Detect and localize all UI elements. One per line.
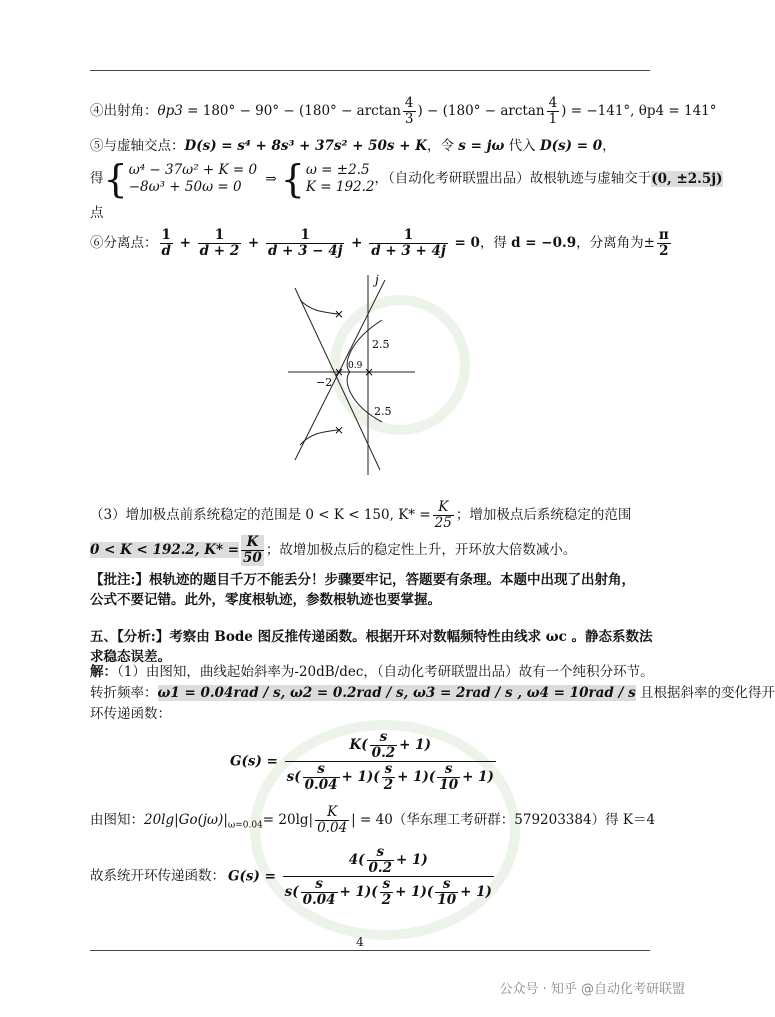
label-lower-2-5: 2.5 xyxy=(374,405,392,418)
transfer-function-general: G(s) = K( $\frac{s}{0.2}$ + 1) s( $\frac{s}{0.04}$ + 1)( $\frac{s}{2}$ + 1)( $\frac{s}{10}$ + 1) xyxy=(230,729,494,793)
footer-rule xyxy=(90,950,650,951)
annotation-line-2: 公式不要记错。此外，零度根轨迹，参数根轨迹也要掌握。 xyxy=(90,592,441,608)
header-rule xyxy=(90,70,650,71)
root-locus-plot xyxy=(280,270,420,480)
corner-frequency-line: 转折频率：ω1 = 0.04rad / s, ω2 = 0.2rad / s, ω3 = 2rad / s , ω4 = 10rad / s 且根据斜率的变化得开 xyxy=(90,685,775,701)
stability-range-line: （3）增加极点前系统稳定的范围是 0 < K < 150, K* = $\frac{K}{25}$ ；增加极点后系统稳定的范围 xyxy=(90,499,632,531)
pole-minus2: × xyxy=(334,365,345,379)
label-j: j xyxy=(375,273,379,287)
section5-analysis-line2: 求稳态误差。 xyxy=(90,649,171,665)
exit-angle-line: ④出射角：θp3 = 180° − 90° − (180° − arctan $\frac{4}{3}$ ) − (180° − arctan $\frac{4}{1}$ ) = −141°, θp4 = 141° xyxy=(90,95,717,127)
gain-condition-line: 由图知：$20\lg|Go(j\omega)|_{\omega=0.04}= 20\lg|$ $\frac{K}{0.04}$ | = 40（华东理工考研群：579203384）得 K＝4 xyxy=(90,804,656,836)
open-loop-tf-intro: 环传递函数： xyxy=(90,706,171,722)
point-word: 点 xyxy=(90,205,104,221)
wechat-zhihu-footer: 公众号 · 知乎 @自动化考研联盟 xyxy=(499,982,685,997)
solution-line: 解：（1）由图知，曲线起始斜率为-20dB/dec，（自动化考研联盟出品）故有一个纯积分环节。 xyxy=(90,664,654,680)
equation-system-line: 得{ω⁴ − 37ω² + K = 0 −8ω³ + 50ω = 0 ⇒ {ω = ±2.5 K = 192.2，（自动化考研联盟出品）故根轨迹与虚轴交于(0, ±2.5j) xyxy=(90,157,723,201)
pole-upper: × xyxy=(334,307,345,321)
final-tf-intro: 故系统开环传递函数： xyxy=(90,868,225,884)
pole-origin: × xyxy=(364,365,375,379)
pole-lower: × xyxy=(334,423,345,437)
breakaway-point-line: ⑥分离点： $\frac{1}{d}$ + $\frac{1}{d + 2}$ + $\frac{1}{d + 3 - 4j}$ + $\frac{1}{d + 3 + 4j}$ = 0，得 d = −0.9，分离角为± $\frac{\pi}{2}$ xyxy=(90,227,669,259)
transfer-function-final: G(s) = 4( $\frac{s}{0.2}$ + 1) s( $\frac{s}{0.04}$ + 1)( $\frac{s}{2}$ + 1)( $\frac{s}{10}$ + 1) xyxy=(228,844,492,908)
section5-analysis-line1: 五、【分析:】考察由 Bode 图反推传递函数。根据开环对数幅频特性由线求 ωc 。静态系数法 xyxy=(90,629,653,645)
page-number: 4 xyxy=(356,935,364,949)
imag-axis-intersection-line: ⑤与虚轴交点：D(s) = s⁴ + 8s³ + 37s² + 50s + K，令 s = jω 代入 D(s) = 0， xyxy=(90,138,616,154)
label-upper-2-5: 2.5 xyxy=(372,338,390,351)
stability-range-after-line: 0 < K < 192.2, K* = $\frac{K}{50}$ ；故增加极点后的稳定性上升，开环放大倍数减小。 xyxy=(90,534,577,566)
label-0-9: 0.9 xyxy=(348,361,363,371)
label-minus2: −2 xyxy=(316,376,333,389)
annotation-line-1: 【批注:】根轨迹的题目千万不能丢分！步骤要牢记，答题要有条理。本题中出现了出射角， xyxy=(90,572,635,588)
